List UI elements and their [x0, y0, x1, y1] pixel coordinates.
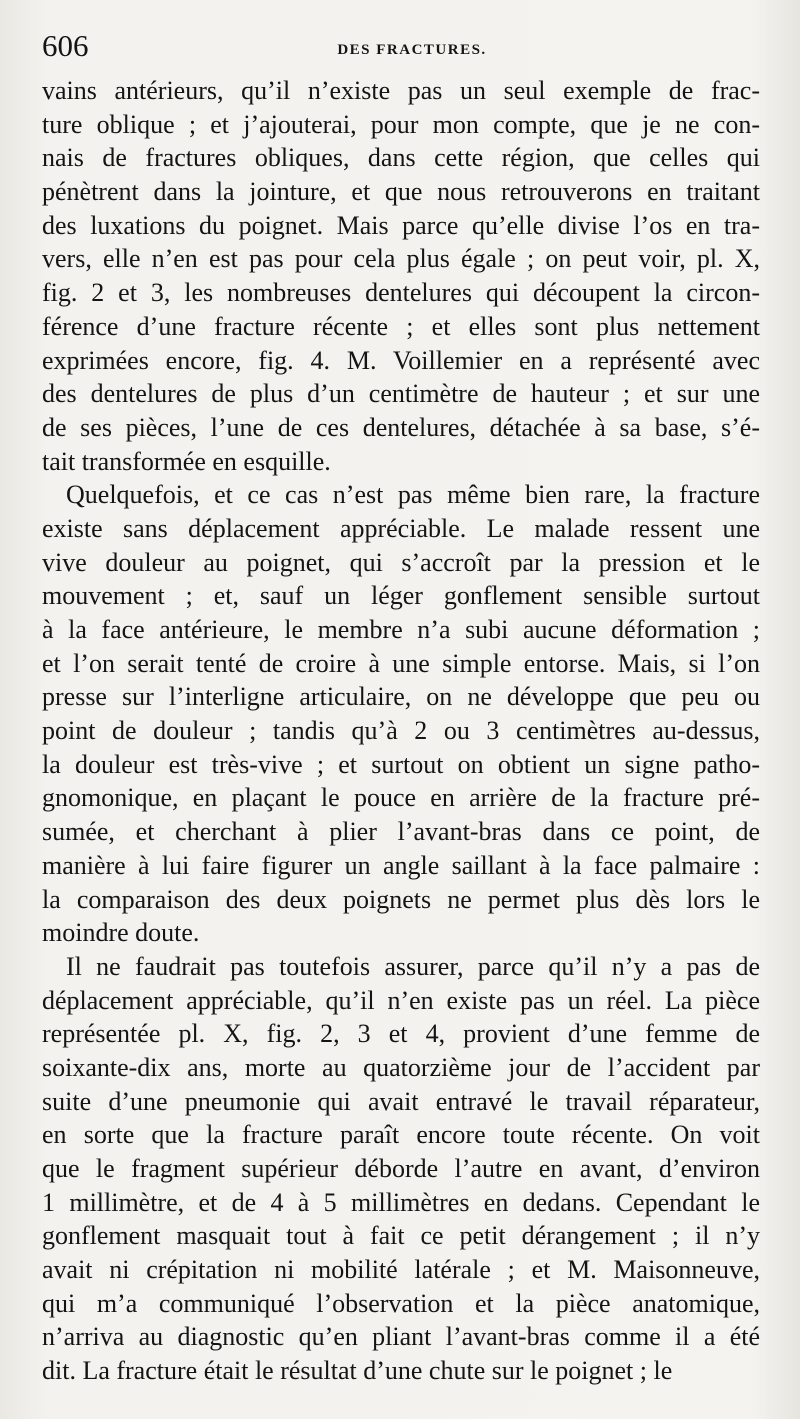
text-line: exprimées encore, fig. 4. M. Voillemier en a représenté avec [42, 345, 760, 375]
text-line: manière à lui faire figurer un angle saillant à la face palmaire : [42, 850, 760, 880]
text-line: des luxations du poignet. Mais parce qu’elle divise l’os en tra- [42, 210, 760, 240]
text-line: suite d’une pneumonie qui avait entravé le travail réparateur, [42, 1086, 760, 1116]
text-line: que le fragment supérieur déborde l’autre en avant, d’environ [42, 1154, 760, 1183]
text-line: dit. La fracture était le résultat d’une chute sur le poignet ; le [42, 1356, 673, 1386]
text-line: qui m’a communiqué l’observation et la pièce anatomique, [42, 1288, 760, 1318]
text-line: férence d’une fracture récente ; et elles sont plus nettement [42, 311, 760, 341]
text-line: Il ne faudrait pas toutefois assurer, parce qu’il n’y a pas de [66, 951, 760, 981]
text-line: vive douleur au poignet, qui s’accroît par la pression et le [42, 547, 760, 577]
text-line: de ses pièces, l’une de ces dentelures, détachée à sa base, s’é- [42, 412, 760, 442]
text-line: vers, elle n’en est pas pour cela plus égale ; on peut voir, pl. X, [42, 244, 760, 274]
text-line: fig. 2 et 3, les nombreuses dentelures qui découpent la circon- [42, 278, 760, 308]
text-line: représentée pl. X, fig. 2, 3 et 4, provient d’une femme de [42, 1019, 760, 1049]
text-line: et l’on serait tenté de croire à une simple entorse. Mais, si l’on [42, 648, 760, 678]
text-line: en sorte que la fracture paraît encore toute récente. On voit [42, 1120, 760, 1150]
text-line: mouvement ; et, sauf un léger gonflement sensible surtout [42, 581, 760, 611]
text-line: gonflement masquait tout à fait ce petit dérangement ; il n’y [42, 1221, 760, 1251]
text-line: existe sans déplacement appréciable. Le malade ressent une [42, 513, 760, 543]
text-line: ture oblique ; et j’ajouterai, pour mon compte, que je ne con- [42, 109, 760, 139]
text-line: pénètrent dans la jointure, et que nous retrouverons en traitant [42, 177, 760, 207]
text-line: des dentelures de plus d’un centimètre de hauteur ; et sur une [42, 379, 760, 409]
text-line: n’arriva au diagnostic qu’en pliant l’avant-bras comme il a été [42, 1322, 760, 1352]
text-line: nais de fractures obliques, dans cette région, que celles qui [42, 143, 760, 173]
page-number: 606 [42, 28, 89, 63]
running-head [42, 28, 762, 68]
text-line: Quelquefois, et ce cas n’est pas même bien rare, la fracture [66, 480, 760, 510]
text-line: déplacement appréciable, qu’il n’en existe pas un réel. La pièce [42, 985, 760, 1015]
body-text [42, 74, 760, 1388]
running-title: DES FRACTURES. [337, 42, 487, 58]
paragraph [42, 950, 760, 1388]
text-line: presse sur l’interligne articulaire, on ne développe que peu ou [42, 682, 760, 712]
text-line: la comparaison des deux poignets ne permet plus dès lors le [42, 884, 760, 914]
text-line: gnomonique, en plaçant le pouce en arrière de la fracture pré- [42, 783, 760, 813]
text-line: point de douleur ; tandis qu’à 2 ou 3 centimètres au-dessus, [42, 716, 760, 746]
text-line: à la face antérieure, le membre n’a subi aucune déformation ; [42, 615, 760, 644]
text-line: soixante-dix ans, morte au quatorzième jour de l’accident par [42, 1052, 760, 1082]
text-line: 1 millimètre, et de 4 à 5 millimètres en dedans. Cependant le [42, 1187, 760, 1217]
paragraph [42, 74, 760, 478]
text-line: avait ni crépitation ni mobilité latérale ; et M. Maisonneuve, [42, 1255, 760, 1285]
text-line: tait transformée en esquille. [42, 446, 331, 476]
text-line: sumée, et cherchant à plier l’avant-bras dans ce point, de [42, 817, 760, 847]
text-line: moindre doute. [42, 918, 200, 948]
text-line: vains antérieurs, qu’il n’existe pas un seul exemple de frac- [42, 76, 760, 105]
paragraph [42, 478, 760, 950]
text-line: la douleur est très-vive ; et surtout on obtient un signe patho- [42, 749, 760, 779]
